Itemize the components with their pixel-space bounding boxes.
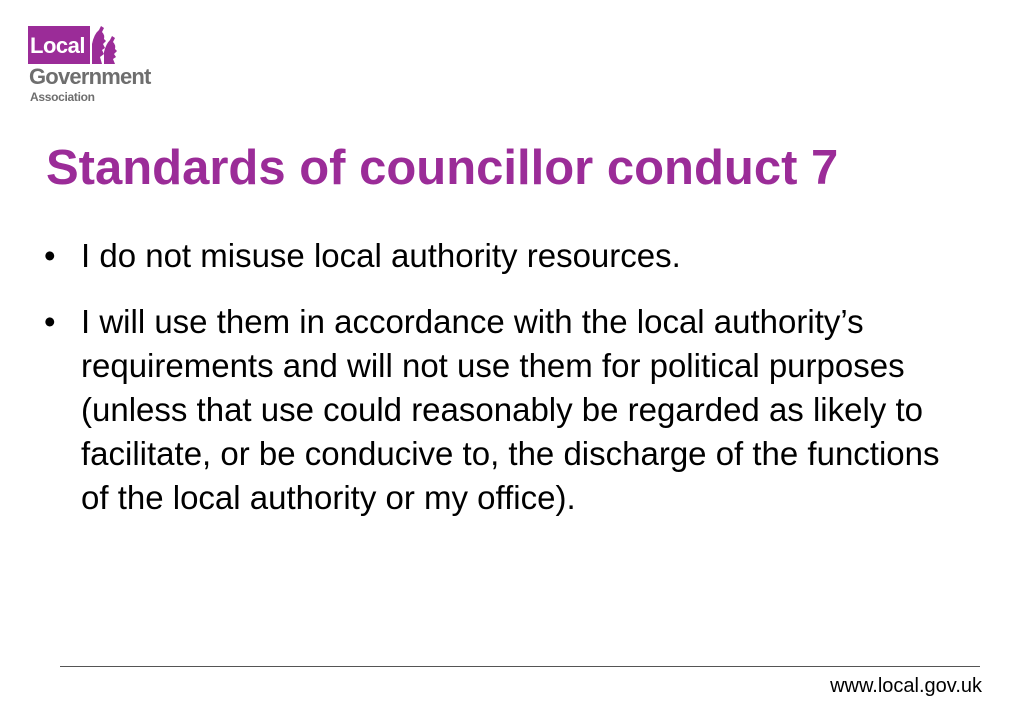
- bullet-list: [42, 234, 972, 520]
- footer-divider: [60, 666, 980, 667]
- lga-logo: [28, 26, 168, 106]
- logo-word-government: Government: [29, 64, 151, 89]
- logo-word-local: Local: [30, 33, 85, 58]
- slide-title: Standards of councillor conduct 7: [46, 141, 839, 195]
- logo-figures-icon: [90, 26, 122, 64]
- bullet-text: I will use them in accordance with the local authority’s requirements and will not use them for political purposes (unless that use could reasonably be regarded as likely to facilitate, or be conducive to, the discharge of the functions of the local authority or my office).: [81, 303, 940, 516]
- bullet-marker: •: [44, 237, 56, 274]
- bullet-marker: •: [44, 303, 56, 340]
- logo-word-association: Association: [30, 90, 95, 104]
- footer-url: www.local.gov.uk: [830, 675, 982, 697]
- bullet-item: [42, 300, 972, 520]
- logo-local-box: [28, 26, 90, 64]
- bullet-item: [42, 234, 972, 278]
- bullet-text: I do not misuse local authority resources.: [81, 237, 681, 274]
